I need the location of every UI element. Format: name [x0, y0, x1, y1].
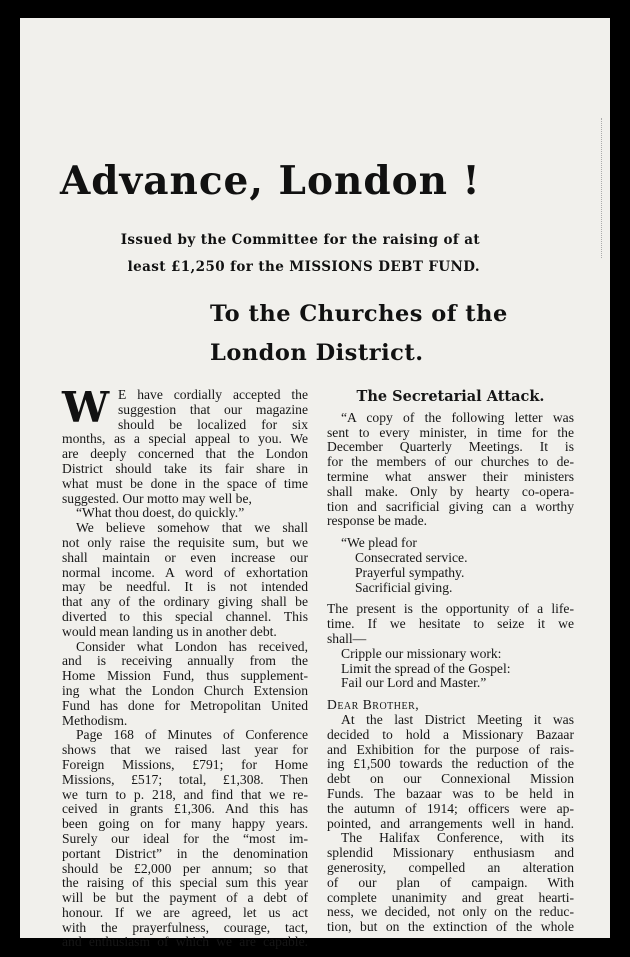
text-line: Missions, £517; total, £1,308. Then — [62, 771, 308, 787]
text-line: for the members of our churches to de- — [327, 454, 574, 470]
drop-cap: W — [62, 383, 110, 432]
text-line: Funds. The bazaar was to be held in — [327, 785, 574, 801]
subtitle-line-2: least £1,250 for the MISSIONS DEBT FUND. — [127, 259, 480, 275]
text-line: Methodism. — [62, 712, 128, 728]
right-column — [327, 388, 574, 935]
text-line: ing what the London Church Extension — [62, 682, 308, 698]
text-line: “A copy of the following letter was — [341, 409, 574, 425]
text-line: ness, we decided, not only on the reduc- — [327, 904, 574, 920]
text-line: December Quarterly Meetings. It is — [327, 439, 574, 455]
text-line: will be but the payment of a debt of — [62, 890, 308, 906]
text-line: We believe somehow that we shall — [76, 520, 308, 536]
page-title: Advance, London ! — [60, 158, 481, 204]
text-line: months, as a special appeal to you. We — [62, 431, 308, 447]
list-item: Consecrated service. — [355, 549, 468, 565]
text-line: and enthusiasm of which we are capable. — [62, 934, 308, 950]
margin-marks — [598, 118, 602, 258]
text-line: shall maintain or even increase our — [62, 549, 308, 565]
list-item: Fail our Lord and Master.” — [341, 675, 487, 691]
text-line: pointed, and arrangements well in hand. — [327, 815, 574, 831]
text-line: E have cordially accepted the — [118, 387, 308, 402]
text-line: “We plead for — [341, 535, 417, 551]
heading-line-1: To the Churches of the — [210, 301, 508, 327]
text-line: generosity, compelled an alteration — [327, 859, 574, 875]
text-line: debt on our Connexional Mission — [327, 771, 574, 787]
text-line: been going on for many happy years. — [62, 816, 308, 832]
salutation: Dear Brother, — [327, 697, 420, 713]
list-item: Sacrificial giving. — [355, 579, 453, 595]
text-line: “What thou doest, do quickly.” — [76, 505, 245, 521]
text-line: termine what answer their ministers — [327, 468, 574, 484]
text-line: should be localized for six — [118, 416, 308, 432]
text-line: shows that we raised last year for — [62, 742, 308, 758]
list-item: Cripple our missionary work: — [341, 645, 502, 661]
text-line: response be made. — [327, 513, 428, 529]
section-title: The Secretarial Attack. — [356, 388, 545, 405]
text-line: shall— — [327, 630, 367, 646]
text-line: Consider what London has received, — [76, 638, 308, 654]
text-line: the raising of this special sum this year — [62, 875, 308, 891]
text-line: of our plan of campaign. With — [327, 874, 574, 890]
text-line: ing £1,500 towards the reduction of the — [327, 756, 574, 772]
text-line: portant District” in the denomination — [62, 845, 308, 861]
text-line: Fund has done for Metropolitan United — [62, 697, 308, 713]
text-line: Page 168 of Minutes of Conference — [76, 727, 308, 743]
text-line: normal income. A word of exhortation — [62, 564, 308, 580]
text-line: splendid Missionary enthusiasm and — [327, 845, 574, 861]
text-line: the autumn of 1914; officers were ap- — [327, 800, 574, 816]
text-line: At the last District Meeting it was — [341, 711, 574, 727]
text-line: are deeply concerned that the London — [62, 446, 308, 462]
text-line: Surely our ideal for the “most im- — [62, 830, 308, 846]
text-line: District should take its fair share in — [62, 460, 308, 476]
text-line: time. If we hesitate to seize it we — [327, 616, 574, 632]
text-line: suggested. Our motto may well be, — [62, 490, 252, 506]
text-line: and Exhibition for the purpose of rais- — [327, 741, 574, 757]
text-line: what must be done in the space of time — [62, 475, 308, 491]
text-line: diverted to this special channel. This — [62, 608, 308, 624]
text-line: not only raise the requisite sum, but we — [62, 534, 308, 550]
text-line: sent to every minister, in time for the — [327, 424, 574, 440]
left-column — [62, 383, 308, 950]
subtitle-line-1: Issued by the Committee for the raising of at — [120, 232, 480, 248]
text-line: decided to hold a Missionary Bazaar — [327, 726, 574, 742]
text-line: would mean landing us in another debt. — [62, 623, 277, 639]
text-line: tion and sacrificial giving can a worthy — [327, 498, 574, 514]
text-line: we turn to p. 218, and find that we re- — [62, 786, 308, 802]
text-line: complete unanimity and great hearti- — [327, 889, 574, 905]
text-line: The Halifax Conference, with its — [341, 830, 574, 846]
text-line: honour. If we are agreed, let us act — [62, 904, 308, 920]
magazine-page — [20, 18, 610, 950]
text-line: that any of the ordinary giving shall be — [62, 594, 308, 610]
list-item: Prayerful sympathy. — [355, 564, 465, 580]
text-line: Home Mission Fund, thus supplement- — [62, 668, 308, 684]
list-item: Limit the spread of the Gospel: — [341, 660, 511, 676]
text-line: may be needful. It is not intended — [62, 579, 308, 595]
heading-line-2: London District. — [210, 340, 424, 366]
text-line: suggestion that our magazine — [118, 401, 308, 417]
text-line: and is receiving annually from the — [62, 653, 308, 669]
text-line: The present is the opportunity of a life- — [327, 601, 574, 617]
text-line: Foreign Missions, £791; for Home — [62, 756, 308, 772]
text-line: ceived in grants £1,306. And this has — [62, 801, 308, 817]
text-line: shall make. Only by hearty co-opera- — [327, 483, 574, 499]
text-line: tion, but on the extinction of the whole — [327, 919, 574, 935]
text-line: with the prayerfulness, courage, tact, — [62, 919, 308, 935]
text-line: should be £2,000 per annum; so that — [62, 860, 308, 876]
